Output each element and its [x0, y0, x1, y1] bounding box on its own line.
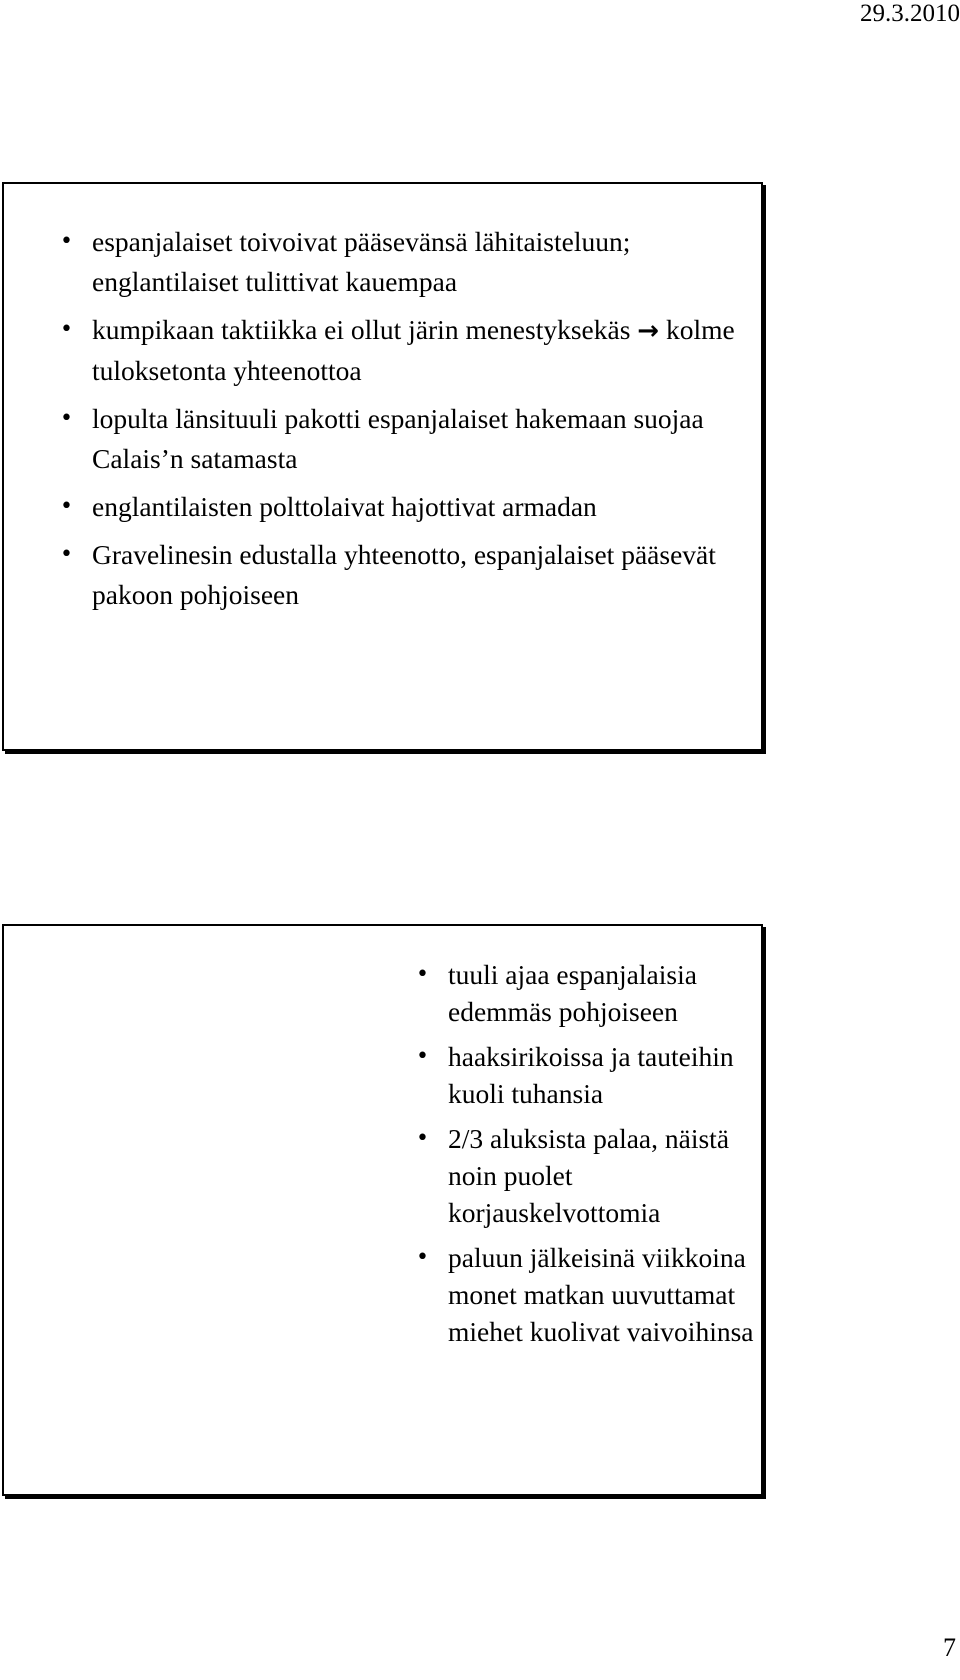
bullet-text: Gravelinesin edustalla yhteenotto, espanjalaiset pääsevät pakoon pohjoiseen — [92, 539, 716, 610]
slide-1-bullet-list — [60, 222, 750, 623]
slide-2-bullet-list — [416, 956, 756, 1358]
slide-2 — [2, 924, 763, 1496]
bullet-text: englantilaisten polttolaivat hajottivat armadan — [92, 491, 597, 522]
bullet-text: lopulta länsituuli pakotti espanjalaiset hakemaan suojaa Calais’n satamasta — [92, 403, 704, 474]
list-item — [60, 487, 750, 527]
bullet-icon: • — [416, 1245, 429, 1270]
bullet-icon: • — [60, 406, 73, 431]
bullet-text: espanjalaiset toivoivat pääsevänsä lähitaisteluun; englantilaiset tulittivat kauempaa — [92, 226, 631, 297]
list-item — [60, 535, 750, 615]
right-arrow-icon: → — [637, 316, 660, 346]
bullet-icon: • — [60, 542, 73, 567]
page-number: 7 — [943, 1633, 956, 1662]
bullet-icon: • — [416, 1044, 429, 1069]
list-item — [60, 310, 750, 391]
bullet-icon: • — [416, 962, 429, 987]
list-item — [416, 1120, 756, 1231]
bullet-text: kumpikaan taktiikka ei ollut järin menestyksekäs — [92, 314, 638, 345]
bullet-text: 2/3 aluksista palaa, näistä noin puolet korjauskelvottomia — [448, 1123, 730, 1228]
list-item — [416, 1038, 756, 1112]
list-item — [60, 399, 750, 479]
list-item — [416, 956, 756, 1030]
list-item — [416, 1239, 756, 1350]
bullet-icon: • — [60, 229, 73, 254]
slide-1 — [2, 182, 763, 751]
page-date: 29.3.2010 — [860, 0, 960, 27]
bullet-text: tuuli ajaa espanjalaisia edemmäs pohjoiseen — [448, 959, 697, 1027]
bullet-text: kolme tuloksetonta yhteenottoa — [92, 314, 735, 386]
bullet-icon: • — [60, 317, 73, 342]
bullet-text: haaksirikoissa ja tauteihin kuoli tuhansia — [448, 1041, 734, 1109]
bullet-icon: • — [60, 494, 73, 519]
bullet-icon: • — [416, 1126, 429, 1151]
list-item — [60, 222, 750, 302]
bullet-text: paluun jälkeisinä viikkoina monet matkan uuvuttamat miehet kuolivat vaivoihinsa — [448, 1242, 754, 1347]
